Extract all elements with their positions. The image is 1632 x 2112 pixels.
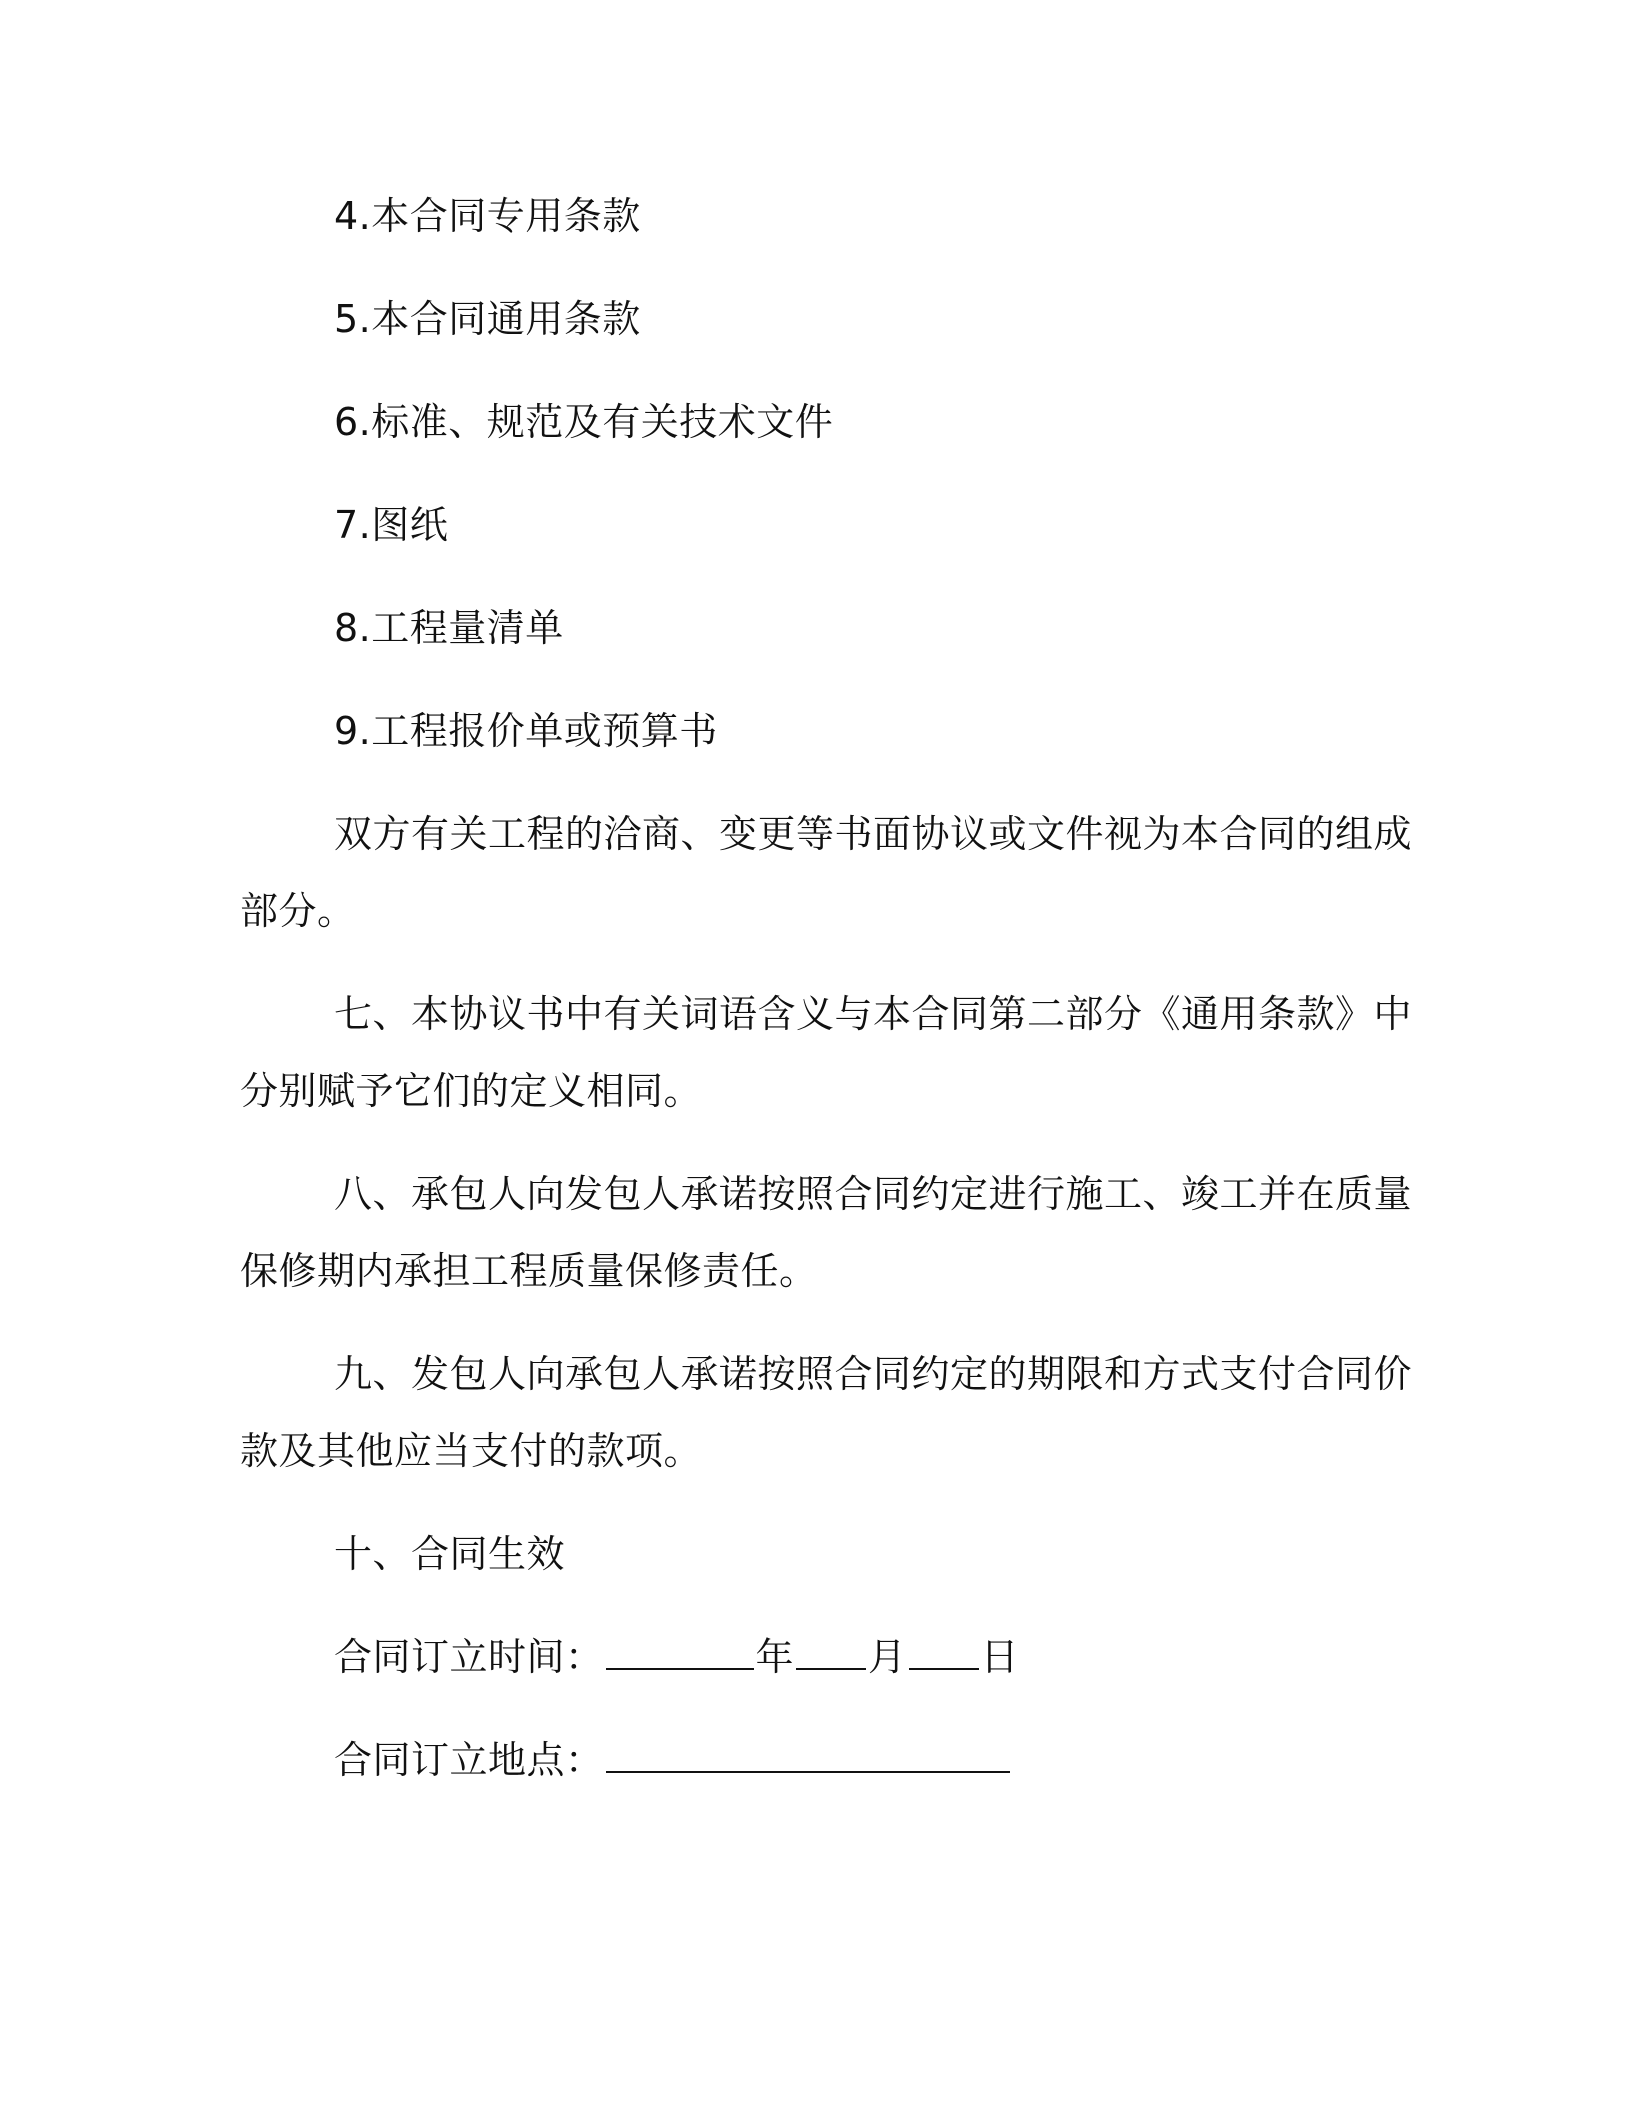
list-item-5: 5.本合同通用条款 <box>334 297 641 341</box>
clause-8-line2: 保修期内承担工程质量保修责任。 <box>240 1249 818 1293</box>
month-label: 月 <box>868 1635 907 1679</box>
year-blank <box>606 1638 754 1670</box>
month-blank <box>796 1638 866 1670</box>
clause-9-line2: 款及其他应当支付的款项。 <box>240 1429 703 1473</box>
clause-10-heading: 十、合同生效 <box>334 1532 566 1576</box>
contract-place-label: 合同订立地点： <box>334 1738 604 1782</box>
clause-9-line1: 九、发包人向承包人承诺按照合同约定的期限和方式支付合同价 <box>334 1352 1413 1396</box>
day-blank <box>909 1638 979 1670</box>
day-label: 日 <box>980 1635 1020 1679</box>
negotiation-paragraph-line1: 双方有关工程的洽商、变更等书面协议或文件视为本合同的组成 <box>334 812 1413 856</box>
contract-time-label: 合同订立时间： <box>334 1635 604 1679</box>
list-item-4: 4.本合同专用条款 <box>334 194 641 238</box>
contract-time-row <box>334 1634 1019 1680</box>
negotiation-paragraph-line2: 部分。 <box>240 889 356 933</box>
contract-place-row <box>334 1737 1012 1783</box>
clause-7-line1: 七、本协议书中有关词语含义与本合同第二部分《通用条款》中 <box>334 992 1413 1036</box>
clause-7-line2: 分别赋予它们的定义相同。 <box>240 1069 703 1113</box>
list-item-6: 6.标准、规范及有关技术文件 <box>334 400 834 444</box>
year-label: 年 <box>755 1635 795 1679</box>
list-item-8: 8.工程量清单 <box>334 606 564 650</box>
list-item-7: 7.图纸 <box>334 503 449 547</box>
place-blank <box>606 1741 1010 1773</box>
clause-8-line1: 八、承包人向发包人承诺按照合同约定进行施工、竣工并在质量 <box>334 1172 1413 1216</box>
list-item-9: 9.工程报价单或预算书 <box>334 709 718 753</box>
